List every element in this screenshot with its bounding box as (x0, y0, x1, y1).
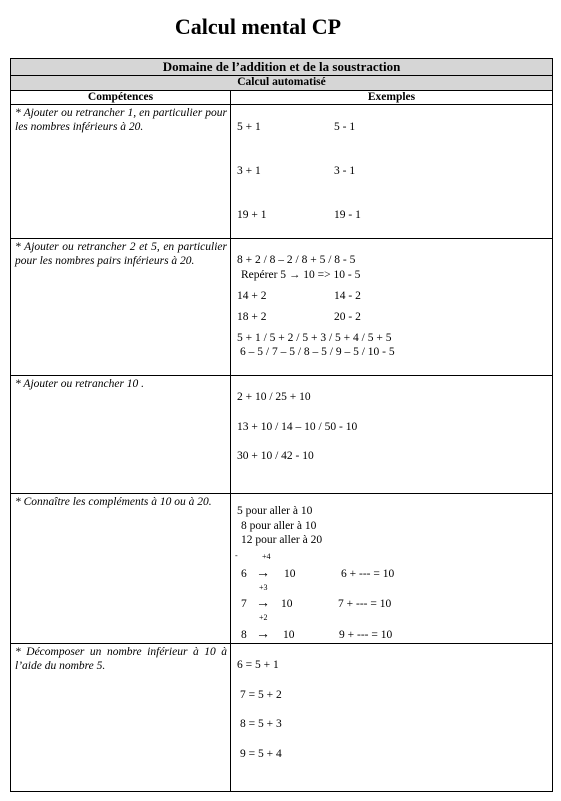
example-r1-6: 19 - 1 (334, 209, 361, 221)
example-r2-8: 6 – 5 / 7 – 5 / 8 – 5 / 9 – 5 / 10 - 5 (240, 346, 395, 358)
row-divider-2 (10, 375, 553, 376)
example-r4-10b: 10 (281, 598, 293, 610)
column-header-exemples (231, 91, 552, 103)
example-r4-3: 12 pour aller à 20 (241, 534, 323, 546)
domain-header (11, 59, 552, 75)
competence-row-4: * Connaître les compléments à 10 ou à 20. (15, 496, 212, 508)
example-r3-1: 2 + 10 / 25 + 10 (237, 391, 311, 403)
example-r4-10c: 10 (283, 629, 295, 641)
example-r2-5: 18 + 2 (237, 311, 267, 323)
example-r4-eq2: 7 + --- = 10 (338, 598, 392, 610)
example-r5-1: 6 = 5 + 1 (237, 659, 279, 671)
row-divider-3 (10, 493, 553, 494)
example-r4-10a: 10 (284, 568, 296, 580)
example-r4-2: 8 pour aller à 10 (241, 520, 317, 532)
example-r2-3: 14 + 2 (237, 290, 267, 302)
example-r4-plus2: +2 (259, 613, 268, 622)
example-r2-1: 8 + 2 / 8 – 2 / 8 + 5 / 8 - 5 (237, 254, 356, 266)
example-r4-8: 8 (241, 629, 247, 641)
example-r4-plus4: +4 (262, 552, 271, 561)
table-border-right (552, 58, 553, 792)
example-r3-3: 30 + 10 / 42 - 10 (237, 450, 314, 462)
example-r5-2: 7 = 5 + 2 (240, 689, 282, 701)
arrow-icon: → (256, 627, 270, 642)
table-border-bottom (10, 791, 553, 792)
example-r1-2: 5 - 1 (334, 121, 356, 133)
column-header-competences-text: Compétences (87, 91, 154, 103)
example-r1-1: 5 + 1 (237, 121, 261, 133)
domain-header-text: Domaine de l’addition et de la soustraction (162, 59, 401, 74)
example-r2-4: 14 - 2 (334, 290, 361, 302)
example-r3-2: 13 + 10 / 14 – 10 / 50 - 10 (237, 421, 358, 433)
subdomain-header (11, 76, 552, 88)
row-divider-4 (10, 643, 553, 644)
example-r2-2: Repérer 5 → 10 => 10 - 5 (241, 269, 361, 281)
example-r4-6: 6 (241, 568, 247, 580)
subdomain-header-text: Calcul automatisé (237, 76, 326, 88)
example-r1-3: 3 + 1 (237, 165, 261, 177)
row-divider-1 (10, 238, 553, 239)
column-header-exemples-text: Exemples (367, 91, 416, 103)
column-header-competences (11, 91, 230, 103)
example-r2-7: 5 + 1 / 5 + 2 / 5 + 3 / 5 + 4 / 5 + 5 (237, 332, 392, 344)
example-r2-6: 20 - 2 (334, 311, 361, 323)
table-border-colheads (10, 104, 553, 105)
example-r4-minus: - (235, 551, 238, 560)
competence-row-3: * Ajouter ou retrancher 10 . (15, 378, 145, 390)
competence-row-2: * Ajouter ou retrancher 2 et 5, en particulier pour les nombres pairs inférieurs à 20. (15, 241, 227, 267)
arrow-icon: → (256, 596, 270, 611)
example-r1-5: 19 + 1 (237, 209, 267, 221)
example-r4-eq3: 9 + --- = 10 (339, 629, 393, 641)
example-r5-4: 9 = 5 + 4 (240, 748, 282, 760)
example-r5-3: 8 = 5 + 3 (240, 718, 282, 730)
example-r4-7: 7 (241, 598, 247, 610)
competence-row-1: * Ajouter ou retrancher 1, en particulier pour les nombres inférieurs à 20. (15, 107, 227, 133)
column-divider (230, 90, 231, 792)
example-r4-1: 5 pour aller à 10 (237, 505, 313, 517)
example-r4-eq1: 6 + --- = 10 (341, 568, 395, 580)
example-r1-4: 3 - 1 (334, 165, 356, 177)
competence-row-5: * Décomposer un nombre inférieur à 10 à l’aide du nombre 5. (15, 646, 227, 672)
example-r4-plus3: +3 (259, 583, 268, 592)
arrow-icon: → (256, 566, 270, 581)
page-title: Calcul mental CP (174, 14, 342, 39)
table-border-left (10, 58, 11, 792)
